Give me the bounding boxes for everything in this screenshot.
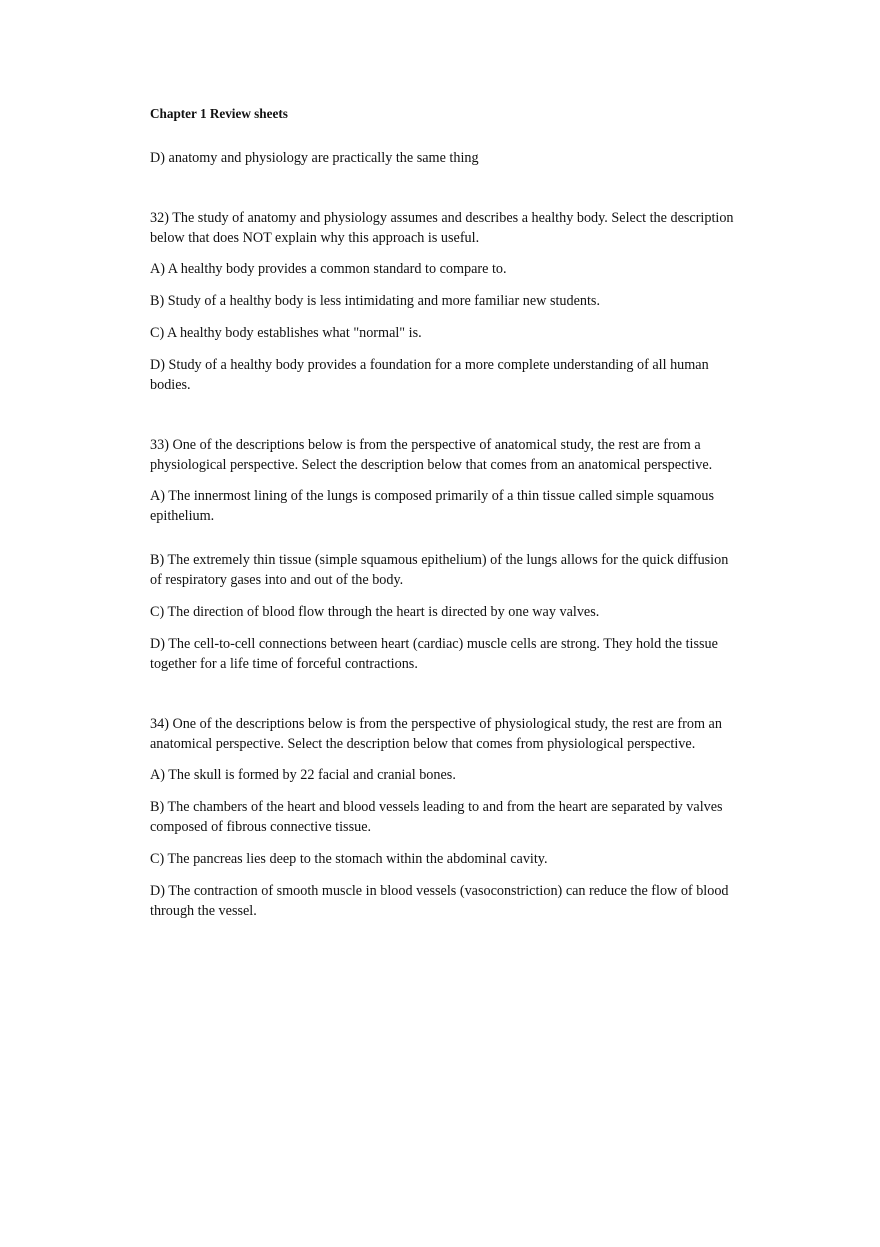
answer-option-d: D) Study of a healthy body provides a foundation for a more complete understanding of all human bodies. [150,357,709,393]
answer-option-c: C) The pancreas lies deep to the stomach within the abdominal cavity. [150,851,548,867]
answer-option-d: D) The cell-to-cell connections between heart (cardiac) muscle cells are strong. They hold the tissue together for a life time of forceful contractions. [150,636,718,672]
question-stem: 33) One of the descriptions below is from the perspective of anatomical study, the rest are from a physiological perspective. Select the description below that comes from an anatomical perspective. [150,437,713,473]
answer-option-a: A) A healthy body provides a common standard to compare to. [150,261,507,277]
answer-option-b: B) The extremely thin tissue (simple squamous epithelium) of the lungs allows for the quick diffusion of respiratory gases into and out of the body. [150,552,729,588]
answer-option-c: C) A healthy body establishes what "normal" is. [150,325,422,341]
question-32 [150,208,740,395]
answer-option-c: C) The direction of blood flow through the heart is directed by one way valves. [150,604,600,620]
answer-option-b: B) The chambers of the heart and blood vessels leading to and from the heart are separated by valves composed of fibrous connective tissue. [150,799,723,835]
question-stem: 34) One of the descriptions below is from the perspective of physiological study, the rest are from an anatomical perspective. Select the description below that comes from physiological perspective. [150,716,722,752]
answer-option-a: A) The innermost lining of the lungs is composed primarily of a thin tissue called simple squamous epithelium. [150,488,715,524]
answer-option-d: D) The contraction of smooth muscle in blood vessels (vasoconstriction) can reduce the flow of blood through the vessel. [150,883,729,919]
answer-option-b: B) Study of a healthy body is less intimidating and more familiar new students. [150,293,600,309]
question-stem: 32) The study of anatomy and physiology assumes and describes a healthy body. Select the description below that does NOT explain why this approach is useful. [150,210,734,246]
question-34 [150,714,740,921]
page-title: Chapter 1 Review sheets [150,106,288,121]
document-page [150,104,740,933]
carryover-option-d: D) anatomy and physiology are practically the same thing [150,150,479,166]
answer-option-a: A) The skull is formed by 22 facial and cranial bones. [150,767,456,783]
question-33 [150,435,740,674]
